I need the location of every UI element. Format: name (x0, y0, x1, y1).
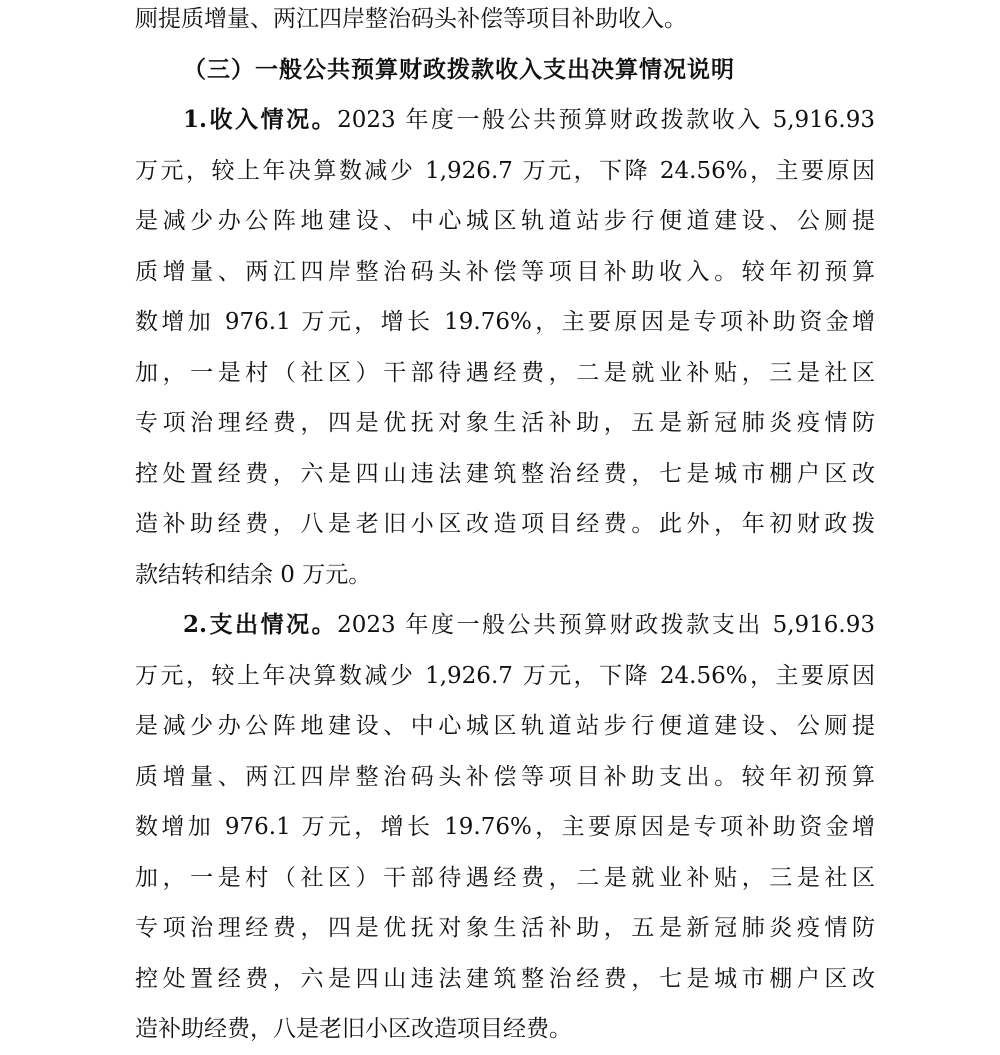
income-line: 造补助经费，八是老旧小区改造项目经费。此外，年初财政拨 (135, 511, 875, 537)
expenditure-line: 数增加 976.1 万元，增长 19.76%，主要原因是专项补助资金增 (135, 814, 875, 840)
income-line: 加，一是村（社区）干部待遇经费，二是就业补贴，三是社区 (135, 359, 875, 386)
expenditure-line: 2023 年度一般公共预算财政拨款支出 5,916.93 (337, 612, 875, 638)
document-page (135, 0, 875, 1055)
income-label: 1.收入情况。 (183, 106, 338, 133)
income-line: 专项治理经费，四是优抚对象生活补助，五是新冠肺炎疫情防 (135, 410, 875, 436)
intro-tail-line: 厕提质增量、两江四岸整治码头补偿等项目补助收入。 (135, 6, 687, 32)
income-line: 质增量、两江四岸整治码头补偿等项目补助收入。较年初预算 (135, 258, 875, 285)
expenditure-line: 控处置经费，六是四山违法建筑整治经费，七是城市棚户区改 (135, 965, 875, 992)
expenditure-line: 加，一是村（社区）干部待遇经费，二是就业补贴，三是社区 (135, 864, 875, 891)
section-heading: （三）一般公共预算财政拨款收入支出决算情况说明 (183, 55, 735, 83)
expenditure-line: 万元，较上年决算数减少 1,926.7 万元，下降 24.56%，主要原因 (135, 662, 875, 689)
expenditure-line: 专项治理经费，四是优抚对象生活补助，五是新冠肺炎疫情防 (135, 915, 875, 941)
expenditure-paragraph (135, 600, 875, 1055)
income-line: 数增加 976.1 万元，增长 19.76%，主要原因是专项补助资金增 (135, 309, 875, 335)
expenditure-first-line (135, 600, 875, 651)
expenditure-label: 2.支出情况。 (183, 611, 338, 638)
expenditure-line: 质增量、两江四岸整治码头补偿等项目补助支出。较年初预算 (135, 763, 875, 790)
income-line: 万元，较上年决算数减少 1,926.7 万元，下降 24.56%，主要原因 (135, 157, 875, 184)
income-line: 是减少办公阵地建设、中心城区轨道站步行便道建设、公厕提 (135, 208, 875, 234)
income-first-line (135, 95, 875, 146)
income-line: 款结转和结余 0 万元。 (135, 561, 372, 588)
income-line: 控处置经费，六是四山违法建筑整治经费，七是城市棚户区改 (135, 460, 875, 487)
income-paragraph (135, 95, 875, 600)
expenditure-line: 造补助经费，八是老旧小区改造项目经费。 (135, 1016, 572, 1042)
expenditure-line: 是减少办公阵地建设、中心城区轨道站步行便道建设、公厕提 (135, 713, 875, 739)
income-line: 2023 年度一般公共预算财政拨款收入 5,916.93 (337, 107, 875, 133)
